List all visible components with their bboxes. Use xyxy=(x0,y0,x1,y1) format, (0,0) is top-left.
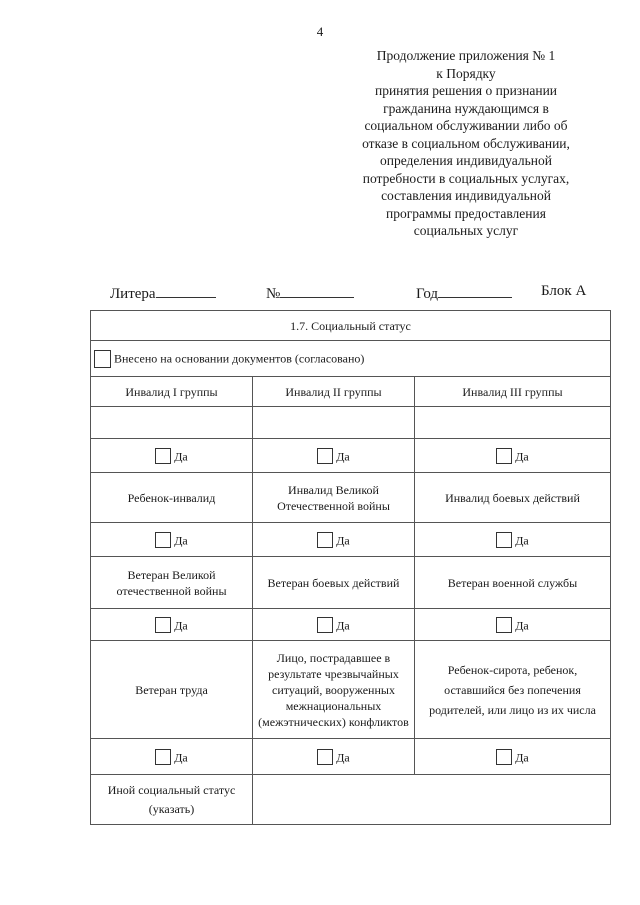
table-row xyxy=(91,609,611,641)
yes-checkbox[interactable] xyxy=(317,448,333,464)
empty-cell[interactable] xyxy=(415,407,611,439)
yes-label: Да xyxy=(174,618,188,633)
appendix-line: программы предоставления xyxy=(386,205,546,221)
table-row xyxy=(91,775,611,825)
table-row xyxy=(91,377,611,407)
documents-label: Внесено на основании документов (согласовано) xyxy=(114,351,365,366)
yes-checkbox[interactable] xyxy=(496,749,512,765)
appendix-line: социальных услуг xyxy=(413,223,519,238)
yes-cell xyxy=(91,439,253,473)
status-label: Ветеран боевых действий xyxy=(253,557,415,609)
empty-cell[interactable] xyxy=(91,407,253,439)
yes-checkbox[interactable] xyxy=(496,448,512,464)
table-row xyxy=(91,473,611,523)
yes-cell xyxy=(91,609,253,641)
yes-cell xyxy=(415,739,611,775)
documents-row xyxy=(91,341,611,377)
yes-label: Да xyxy=(336,618,350,633)
appendix-line: гражданина нуждающимся в xyxy=(383,100,549,116)
status-label: Ребенок-сирота, ребенок, оставшийся без попечения родителей, или лицо из их числа xyxy=(415,641,611,739)
other-status-input[interactable] xyxy=(253,775,611,825)
yes-checkbox[interactable] xyxy=(155,617,171,633)
yes-cell xyxy=(253,609,415,641)
litera-blank[interactable] xyxy=(156,283,216,298)
yes-cell xyxy=(91,523,253,557)
yes-label: Да xyxy=(174,533,188,548)
yes-cell xyxy=(253,739,415,775)
status-label: Ветеран труда xyxy=(91,641,253,739)
table-row xyxy=(91,641,611,739)
section-title: 1.7. Социальный статус xyxy=(91,311,611,341)
year-blank[interactable] xyxy=(438,283,512,298)
empty-cell[interactable] xyxy=(253,407,415,439)
litera-label: Литера xyxy=(110,286,156,302)
yes-checkbox[interactable] xyxy=(317,749,333,765)
table-row xyxy=(91,311,611,341)
litera-field[interactable] xyxy=(110,283,216,303)
status-label: Инвалид I группы xyxy=(91,377,253,407)
status-label: Инвалид Великой Отечественной войны xyxy=(253,473,415,523)
yes-cell xyxy=(253,439,415,473)
social-status-table xyxy=(90,310,611,825)
yes-cell xyxy=(91,739,253,775)
yes-checkbox[interactable] xyxy=(155,448,171,464)
yes-checkbox[interactable] xyxy=(155,532,171,548)
other-status-label: Иной социальный статус (указать) xyxy=(91,775,253,825)
status-label: Инвалид III группы xyxy=(415,377,611,407)
table-row xyxy=(91,439,611,473)
yes-label: Да xyxy=(174,750,188,765)
page-number: 4 xyxy=(316,24,324,39)
table-row xyxy=(91,341,611,377)
yes-checkbox[interactable] xyxy=(317,617,333,633)
yes-cell xyxy=(253,523,415,557)
yes-checkbox[interactable] xyxy=(317,532,333,548)
table-row xyxy=(91,523,611,557)
table-row-empty xyxy=(91,407,611,439)
yes-label: Да xyxy=(336,533,350,548)
yes-label: Да xyxy=(515,750,529,765)
appendix-line: к Порядку xyxy=(436,65,496,81)
yes-cell xyxy=(415,439,611,473)
yes-label: Да xyxy=(515,533,529,548)
documents-checkbox[interactable] xyxy=(94,350,111,368)
yes-label: Да xyxy=(515,618,529,633)
status-label: Ветеран военной службы xyxy=(415,557,611,609)
number-blank[interactable] xyxy=(280,283,354,298)
yes-cell xyxy=(415,609,611,641)
yes-label: Да xyxy=(515,449,529,464)
yes-label: Да xyxy=(336,750,350,765)
yes-label: Да xyxy=(336,449,350,464)
appendix-line: Продолжение приложения № 1 xyxy=(376,48,556,63)
form-header-line xyxy=(100,283,592,303)
status-label: Инвалид боевых действий xyxy=(415,473,611,523)
yes-checkbox[interactable] xyxy=(155,749,171,765)
year-field[interactable] xyxy=(416,283,512,303)
appendix-line: социальном обслуживании либо об xyxy=(364,118,568,133)
status-label: Лицо, пострадавшее в результате чрезвычайных ситуаций, вооруженных межнациональных (межэтнических) конфликтов xyxy=(253,641,415,739)
appendix-line: определения индивидуальной xyxy=(380,153,552,168)
number-field[interactable] xyxy=(266,283,354,303)
status-label: Инвалид II группы xyxy=(253,377,415,407)
status-label: Ветеран Великой отечественной войны xyxy=(91,557,253,609)
appendix-line: принятия решения о признании xyxy=(374,83,558,98)
appendix-line: отказе в социальном обслуживании, xyxy=(362,135,570,151)
appendix-line: потребности в социальных услугах, xyxy=(362,170,570,186)
yes-checkbox[interactable] xyxy=(496,617,512,633)
status-label: Ребенок-инвалид xyxy=(91,473,253,523)
block-label: Блок А xyxy=(541,283,587,299)
table-row xyxy=(91,557,611,609)
yes-label: Да xyxy=(174,449,188,464)
appendix-heading xyxy=(350,47,582,240)
number-label: № xyxy=(266,286,281,302)
year-label: Год xyxy=(416,286,439,302)
appendix-line: составления индивидуальной xyxy=(381,188,551,203)
yes-checkbox[interactable] xyxy=(496,532,512,548)
yes-cell xyxy=(415,523,611,557)
table-row xyxy=(91,739,611,775)
